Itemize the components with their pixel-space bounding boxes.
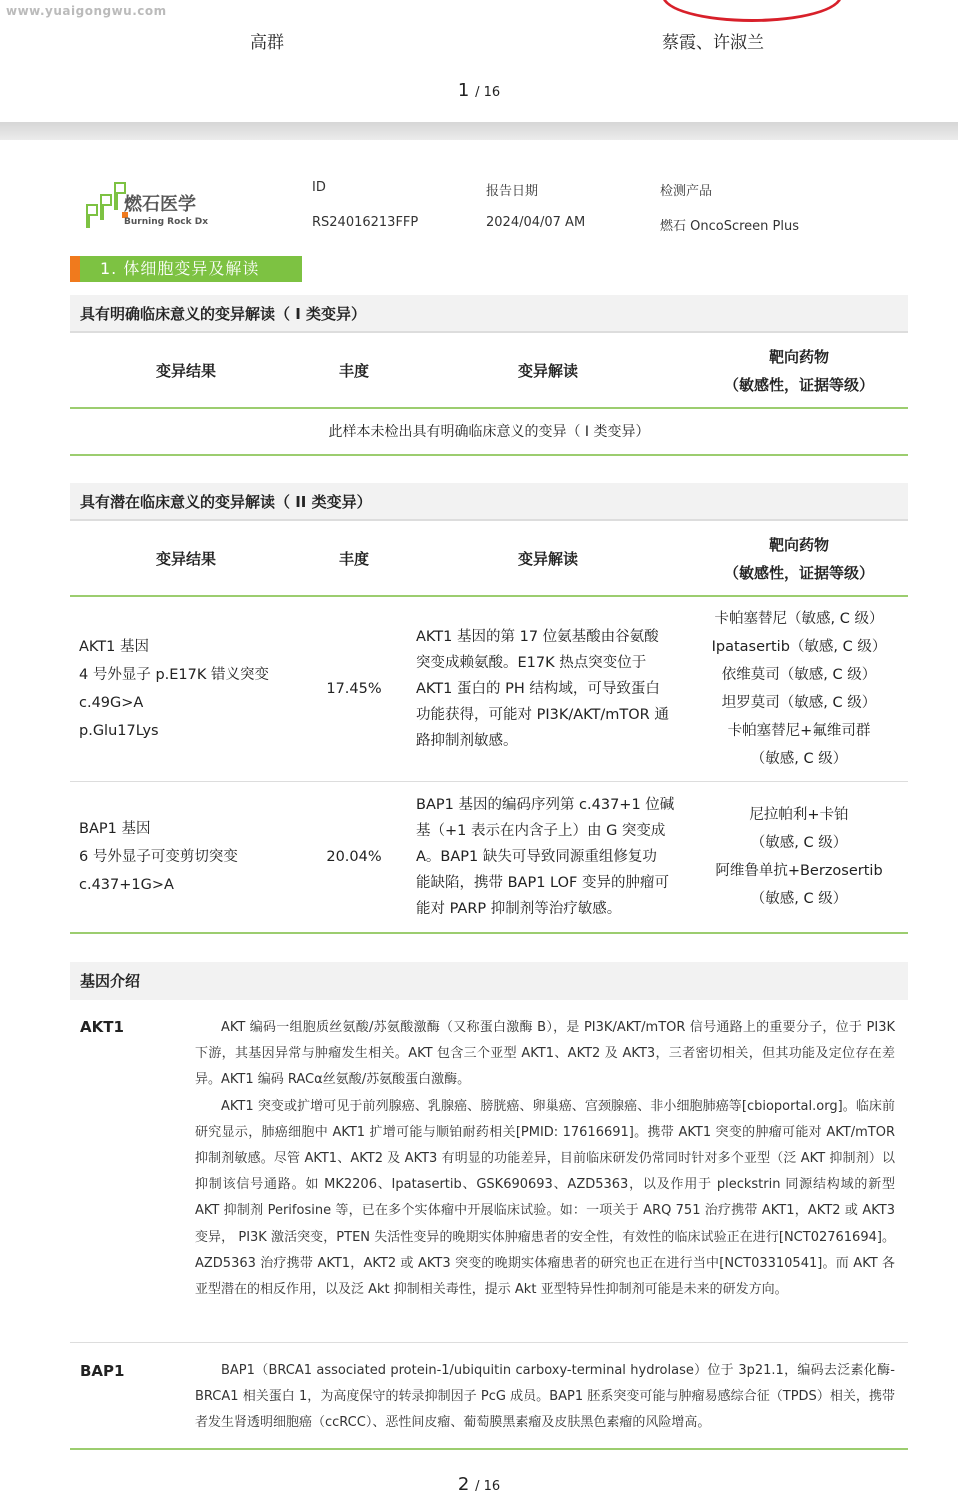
drug-line: 依维莫司（敏感, C 级） (721, 667, 877, 683)
interpretation-line: 能缺陷，携带 BAP1 LOF 变异的肿瘤可 (416, 875, 669, 891)
drug-line: 坦罗莫司（敏感, C 级） (721, 695, 877, 711)
product-label: 检测产品 (660, 184, 713, 199)
page-total: / 16 (475, 85, 501, 100)
drug-line: 阿维鲁单抗+Berzosertib (715, 863, 883, 879)
interpretation-cell (416, 782, 686, 932)
interpretation-line: 基（+1 表示在内含子上）由 G 突变成 (416, 823, 666, 839)
gene-name-akt1: AKT1 (80, 1018, 124, 1036)
drug-line: Ipatasertib（敏感, C 级） (711, 639, 887, 655)
page-total: / 16 (475, 1479, 501, 1494)
interpretation-line: BAP1 基因的编码序列第 c.437+1 位碱 (416, 797, 675, 813)
gene-divider (70, 1342, 908, 1343)
report-date-value: 2024/04/07 AM (486, 215, 586, 230)
variant-cell (79, 782, 301, 932)
class-1-table-header (70, 333, 908, 409)
drug-line: 卡帕塞替尼（敏感, C 级） (714, 611, 884, 627)
drugs-cell (690, 782, 908, 932)
variant-line: c.49G>A (79, 695, 144, 711)
class-1-empty-message: 此样本未检出具有明确临床意义的变异（ I 类变异） (70, 408, 908, 456)
class-2-title: 具有潜在临床意义的变异解读（ II 类变异） (70, 483, 908, 521)
gene-intro-title: 基因介绍 (70, 962, 908, 1000)
gene-description-bap1 (195, 1358, 895, 1437)
drug-line: 尼拉帕利+卡铂 (749, 807, 849, 823)
logo-text-cn: 燃石医学 (124, 194, 196, 215)
drugs-cell (690, 597, 908, 781)
page-number-1 (0, 80, 958, 101)
id-value: RS24016213FFP (312, 215, 419, 230)
interpretation-line: 突变成赖氨酸。E17K 热点突变位于 (416, 655, 647, 671)
seal-stamp (662, 0, 842, 22)
signatory-right: 蔡霞、许淑兰 (662, 33, 764, 53)
page-2 (0, 140, 958, 1500)
variant-line: AKT1 基因 (79, 639, 149, 655)
abundance-cell (302, 782, 406, 932)
page-current: 1 (457, 80, 470, 101)
col-drugs-header-line2: （敏感性，证据等级） (723, 376, 874, 394)
interpretation-line: AKT1 基因的第 17 位氨基酸由谷氨酸 (416, 629, 659, 645)
drug-line: （敏感, C 级） (750, 835, 848, 851)
id-label: ID (312, 180, 326, 195)
abundance-cell (302, 597, 406, 781)
drug-line: （敏感, C 级） (750, 891, 848, 907)
class-2-table-header (70, 521, 908, 597)
interpretation-line: A。BAP1 缺失可导致同源重组修复功 (416, 849, 657, 865)
gene-paragraph: BAP1（BRCA1 associated protein-1/ubiquitin carboxy-terminal hydrolase）位于 3p21.1，编码去泛素化酶-BRCA1 相关蛋白 1，为高度保守的转录抑制因子 PcG 成员。BAP1 胚系突变可能与肿瘤易感综合征（TPDS）相关，携带者发生肾透明细胞癌（ccRCC）、恶性间皮瘤、葡萄膜黑素瘤及皮肤黑色素瘤的风险增高。 (195, 1363, 895, 1431)
interpretation-line: 路抑制剂敏感。 (416, 733, 518, 749)
col-drugs-header-line2: （敏感性，证据等级） (723, 564, 874, 582)
variant-line: BAP1 基因 (79, 821, 151, 837)
col-drugs-header (690, 333, 908, 409)
logo-text-en: Burning Rock Dx (124, 217, 209, 227)
section-title: 1. 体细胞变异及解读 (70, 256, 302, 282)
col-drugs-header-line1: 靶向药物 (768, 348, 829, 366)
col-interpretation-header: 变异解读 (517, 362, 578, 380)
gene-name-bap1: BAP1 (80, 1362, 125, 1380)
interpretation-cell (416, 597, 686, 781)
product-value: 燃石 OncoScreen Plus (660, 219, 799, 234)
gene-paragraph: AKT1 突变或扩增可见于前列腺癌、乳腺癌、膀胱癌、卵巢癌、宫颈腺癌、非小细胞肺癌等[cbioportal.org]。临床前研究显示，肺癌细胞中 AKT1 扩增可能与顺铂耐药相关[PMID: 17616691]。携带 AKT1 突变的肿瘤可能对 AKT/mTOR 抑制剂敏感。尽管 AKT1、AKT2 及 AKT3 有明显的功能差异，目前临床研发仍常同时针对多个亚型（泛 AKT 抑制剂）以抑制该信号通路。如 MK2206、Ipatasertib、GSK690693、AZD5363，以及作用于 pleckstrin 同源结构域的新型 AKT 抑制剂 Perifosine 等，已在多个实体瘤中开展临床试验。如：一项关于 ARQ 751 治疗携带 AKT1，AKT2 或 AKT3 变异， PI3K 激活突变，PTEN 失活性变异的晚期实体肿瘤患者的安全性，有效性的临床试验正在进行[NCT02761694]。AZD5363 治疗携带 AKT1，AKT2 或 AKT3 突变的晚期实体瘤患者的研究也正在进行当中[NCT03310541]。而 AKT 各亚型潜在的相反作用，以及泛 Akt 抑制相关毒性，提示 Akt 亚型特异性抑制剂可能是未来的研发方向。 (195, 1098, 895, 1298)
table-row (70, 782, 908, 934)
variant-line: p.Glu17Lys (79, 723, 159, 739)
col-drugs-header-line1: 靶向药物 (768, 536, 829, 554)
gene-paragraph: AKT 编码一组胞质丝氨酸/苏氨酸激酶（又称蛋白激酶 B），是 PI3K/AKT/mTOR 信号通路上的重要分子，位于 PI3K 下游，其基因异常与肿瘤发生相关。AKT 包含三个亚型 AKT1、AKT2 及 AKT3，三者密切相关，但其功能及定位存在差异。AKT1 编码 RACα丝氨酸/苏氨酸蛋白激酶。 (195, 1020, 895, 1088)
gene-description-akt1 (195, 1015, 895, 1303)
table-row (70, 597, 908, 782)
page-current: 2 (457, 1474, 470, 1495)
col-variant-header: 变异结果 (155, 362, 216, 380)
col-variant-header: 变异结果 (155, 550, 216, 568)
variant-line: 4 号外显子 p.E17K 错义突变 (79, 667, 269, 683)
logo-mark-icon (84, 180, 224, 230)
watermark: www.yuaigongwu.com (6, 4, 167, 18)
col-interpretation-header: 变异解读 (517, 550, 578, 568)
report-date-label: 报告日期 (486, 184, 539, 199)
interpretation-line: 能对 PARP 抑制剂等治疗敏感。 (416, 901, 622, 917)
col-drugs-header (690, 521, 908, 597)
variant-cell (79, 597, 301, 781)
class-1-title: 具有明确临床意义的变异解读（ I 类变异） (70, 295, 908, 333)
abundance-value: 17.45% (326, 681, 382, 697)
variant-line: 6 号外显子可变剪切突变 (79, 849, 238, 865)
company-logo (84, 180, 224, 230)
drug-line: （敏感, C 级） (750, 751, 848, 767)
interpretation-line: 功能获得，可能对 PI3K/AKT/mTOR 通 (416, 707, 669, 723)
drug-line: 卡帕塞替尼+氟维司群 (727, 723, 871, 739)
page-gap (0, 122, 958, 140)
page-1-tail (0, 0, 958, 122)
page-number-2 (0, 1474, 958, 1495)
col-abundance-header: 丰度 (338, 550, 369, 568)
gene-section-end-rule (70, 1448, 908, 1450)
signatory-left: 高群 (250, 33, 284, 53)
variant-line: c.437+1G>A (79, 877, 174, 893)
abundance-value: 20.04% (326, 849, 382, 865)
interpretation-line: AKT1 蛋白的 PH 结构域，可导致蛋白 (416, 681, 660, 697)
col-abundance-header: 丰度 (338, 362, 369, 380)
